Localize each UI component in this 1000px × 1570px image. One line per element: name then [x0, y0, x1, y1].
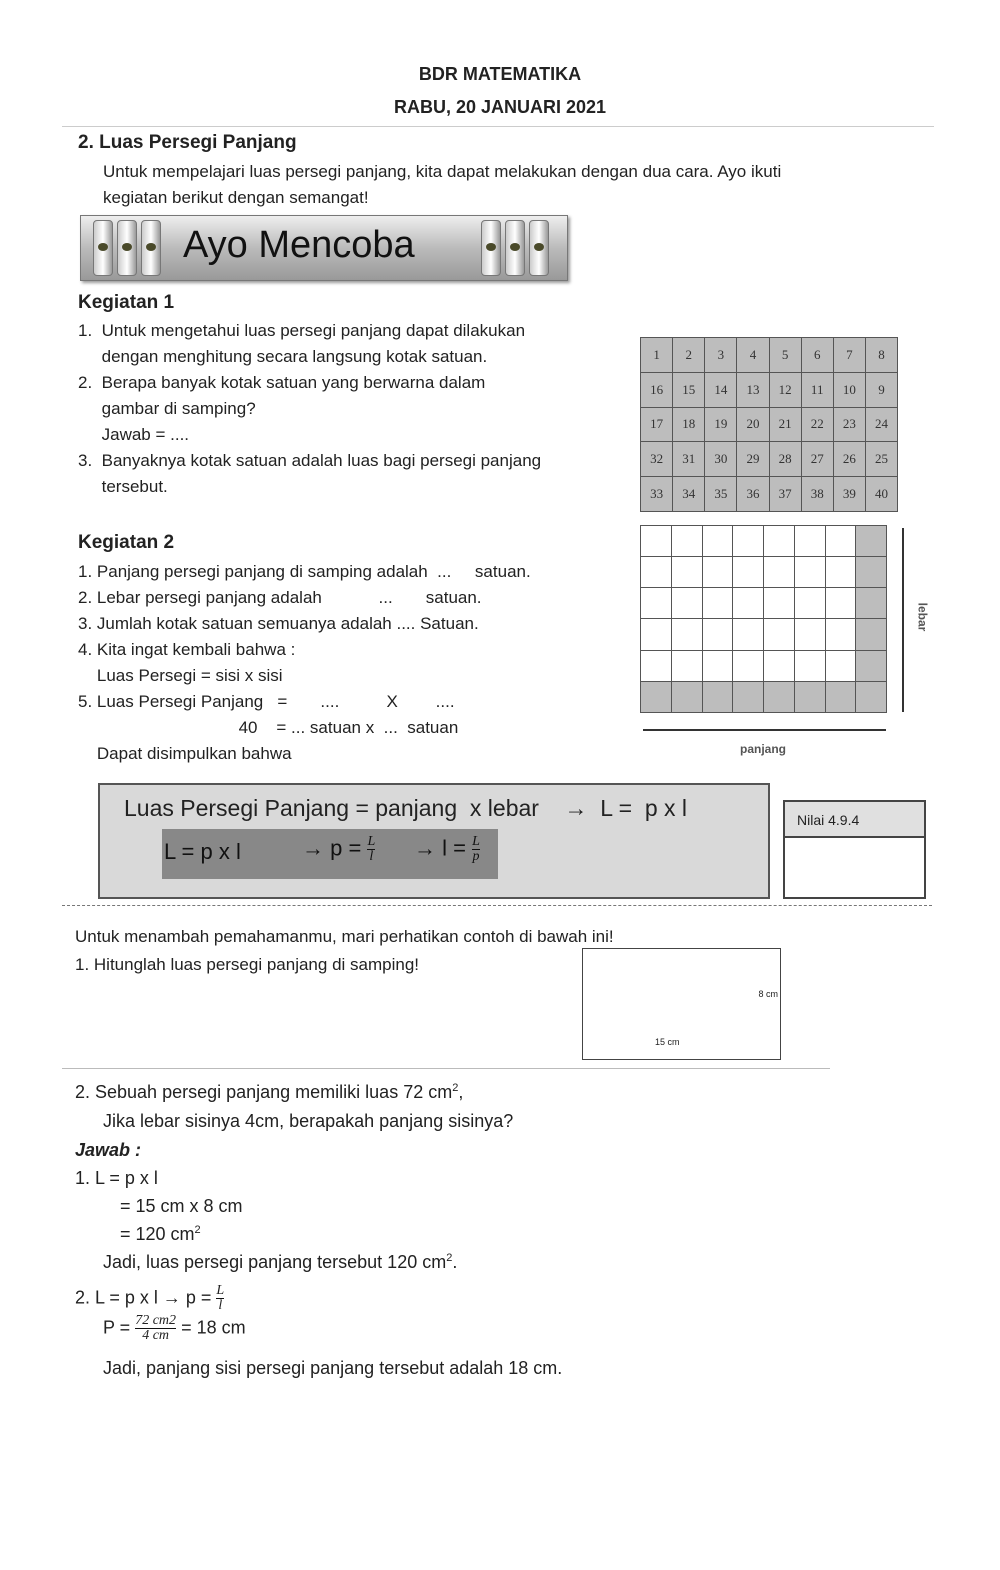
kegiatan-1-title: Kegiatan 1: [78, 292, 175, 313]
grid-cell: 30: [705, 442, 737, 477]
doc-title: BDR MATEMATIKA: [418, 64, 582, 84]
unit-square: [641, 619, 672, 650]
unit-square: [641, 650, 672, 681]
unit-square: [856, 588, 887, 619]
grid-cell: 22: [801, 407, 833, 442]
unit-square: [825, 619, 856, 650]
unit-square: [794, 588, 825, 619]
numbered-grid: [640, 337, 898, 512]
grid-cell: 33: [641, 477, 673, 512]
divider: [62, 1068, 830, 1069]
unit-square: [641, 681, 672, 712]
list-line: 2. Lebar persegi panjang adalah ... satuan.: [78, 588, 482, 607]
nilai-label: Nilai 4.9.4: [785, 802, 924, 838]
intro-text: [103, 159, 925, 211]
grid-cell: 4: [737, 338, 769, 373]
unit-square: [733, 650, 764, 681]
example-rectangle: [582, 948, 781, 1060]
formula-c: → l =: [414, 835, 466, 861]
panjang-label: panjang: [740, 742, 787, 756]
formula-box: [98, 783, 770, 899]
grid-cell: 34: [673, 477, 705, 512]
grid-cell: 24: [865, 407, 897, 442]
unit-square: [733, 526, 764, 557]
grid-cell: 21: [769, 407, 801, 442]
unit-square: [764, 650, 795, 681]
unit-square: [702, 619, 733, 650]
unit-square: [671, 619, 702, 650]
example-intro: Untuk menambah pemahamanmu, mari perhatikan contoh di bawah ini!: [75, 927, 614, 946]
answer-line: = 18 cm: [181, 1317, 246, 1338]
grid-cell: 14: [705, 372, 737, 407]
grid-cell: 1: [641, 338, 673, 373]
unit-square: [702, 557, 733, 588]
list-line: gambar di samping?: [78, 399, 256, 418]
grid-cell: 6: [801, 338, 833, 373]
unit-square: [794, 650, 825, 681]
formula-derived: [162, 829, 498, 879]
ayo-mencoba-banner: [80, 215, 568, 281]
answer-line: 2. L = p x l → p =: [75, 1287, 212, 1308]
grid-cell: 31: [673, 442, 705, 477]
grid-cell: 28: [769, 442, 801, 477]
unit-square: [825, 681, 856, 712]
unit-square: [856, 526, 887, 557]
list-line: 1. Panjang persegi panjang di samping adalah ... satuan.: [78, 562, 531, 581]
list-line: tersebut.: [78, 477, 168, 496]
grid-cell: 16: [641, 372, 673, 407]
unit-square: [856, 557, 887, 588]
list-line: 40 = ... satuan x ... satuan: [78, 718, 459, 737]
answer-line: = 120 cm: [120, 1224, 195, 1244]
shaded-grid: [640, 525, 887, 713]
grid-cell: 17: [641, 407, 673, 442]
grid-cell: 39: [833, 477, 865, 512]
grid-cell: 12: [769, 372, 801, 407]
list-line: 2. Berapa banyak kotak satuan yang berwarna dalam: [78, 373, 486, 392]
unit-square: [671, 526, 702, 557]
grid-cell: 7: [833, 338, 865, 373]
grid-cell: 5: [769, 338, 801, 373]
list-line: Dapat disimpulkan bahwa: [78, 744, 292, 763]
unit-square: [825, 557, 856, 588]
frac-den: 4 cm: [142, 1328, 170, 1343]
unit-square: [794, 557, 825, 588]
list-line: Luas Persegi = sisi x sisi: [78, 666, 283, 685]
unit-square: [794, 526, 825, 557]
frac-num: L: [472, 834, 480, 849]
grid-cell: 29: [737, 442, 769, 477]
list-line: 1. Untuk mengetahui luas persegi panjang dapat dilakukan: [78, 321, 526, 340]
unit-square: [702, 526, 733, 557]
grid-cell: 27: [801, 442, 833, 477]
unit-square: [733, 681, 764, 712]
doc-date: RABU, 20 JANUARI 2021: [393, 97, 607, 117]
question-2: 2. Sebuah persegi panjang memiliki luas 72 cm: [75, 1082, 453, 1102]
grid-cell: 38: [801, 477, 833, 512]
formula-main: Luas Persegi Panjang = panjang x lebar → L = p x l: [124, 795, 687, 821]
unit-square: [856, 681, 887, 712]
grid-cell: 37: [769, 477, 801, 512]
grid-cell: 40: [865, 477, 897, 512]
grid-cell: 13: [737, 372, 769, 407]
answer-conclusion: Jadi, panjang sisi persegi panjang tersebut adalah 18 cm.: [103, 1358, 563, 1378]
list-line: 3. Jumlah kotak satuan semuanya adalah .... Satuan.: [78, 614, 479, 633]
unit-square: [764, 619, 795, 650]
list-line: 5. Luas Persegi Panjang = .... X ....: [78, 692, 455, 711]
grid-cell: 19: [705, 407, 737, 442]
grid-cell: 9: [865, 372, 897, 407]
grid-cell: 20: [737, 407, 769, 442]
unit-square: [794, 619, 825, 650]
answer-line: 1. L = p x l: [75, 1168, 158, 1188]
unit-square: [671, 557, 702, 588]
unit-square: [733, 557, 764, 588]
frac-den: p: [472, 849, 480, 864]
lebar-arrow: [902, 528, 904, 712]
grid-cell: 35: [705, 477, 737, 512]
unit-square: [733, 619, 764, 650]
frac-num: 72 cm2: [135, 1313, 177, 1328]
answer-title: Jawab :: [75, 1140, 142, 1160]
frac-den: l: [369, 849, 374, 864]
kegiatan-2-title: Kegiatan 2: [78, 532, 175, 553]
answer-line: = 15 cm x 8 cm: [120, 1196, 243, 1216]
unit-square: [671, 588, 702, 619]
dashed-divider: [62, 905, 932, 906]
superscript: 2: [194, 1224, 201, 1236]
intro-line: kegiatan berikut dengan semangat!: [103, 188, 369, 207]
unit-square: [641, 526, 672, 557]
unit-square: [671, 681, 702, 712]
formula-b: → p =: [302, 835, 362, 861]
kegiatan-2-list: [78, 559, 531, 767]
unit-square: [825, 650, 856, 681]
list-line: dengan menghitung secara langsung kotak satuan.: [78, 347, 488, 366]
superscript: 2: [452, 1082, 459, 1094]
unit-square: [641, 557, 672, 588]
unit-square: [825, 588, 856, 619]
grid-cell: 26: [833, 442, 865, 477]
grid-cell: 32: [641, 442, 673, 477]
unit-square: [856, 619, 887, 650]
answer-line: P =: [103, 1317, 131, 1338]
lebar-label: lebar: [915, 602, 930, 632]
worksheet-page: BDR MATEMATIKA RABU, 20 JANUARI 2021 2. Luas Persegi Panjang Untuk mempelajari luas persegi panjang, kita dapat melakukan dengan dua cara. Ayo ikuti kegiatan berikut dengan semangat! Ayo Mencoba Kegiatan 1 1. Untuk mengetahui luas persegi panjang dapat dilakukan dengan menghitung secara langsung kotak satuan. 2. Berapa banyak kotak satuan yang berwarna dalam gambar di samping? Jawab = .... 3. Banyaknya kotak satuan adalah luas bagi persegi panjang tersebut. 1 2 3 4 5 6 7 8 16 15 14 13 12 11 10 9 17 18 19 20 21 22 23 24 32 31 30 29 28 27 26 25 33 34 35 36 37 38 39 40 Kegiatan 2 1. Panjang persegi panjang di samping adalah ... satuan. 2. Lebar persegi panjang adalah ... satuan. 3. Jumlah kotak satuan semuanya adalah .... Satuan. 4. Kita ingat kembali bahwa : Luas Persegi = sisi x sisi 5. Luas Persegi Panjang = .... X .... 40 = ... satuan x ... satuan Dapat disimpulkan bahwa lebar panjang Luas Persegi Panjang = panjang x lebar → L = p x l L = p x l → p = $\frac{L}{l}$ → l = $\frac{L}{p}$ Nilai 4.9.4 Untuk menambah pemahamanmu, mari perhatikan contoh di bawah ini! 1. Hitunglah luas persegi panjang di samping! 8 cm 15 cm 2. Sebuah persegi panjang memiliki luas 72 $cm^2$, Jika lebar sisinya 4cm, berapakah panjang sisinya? Jawab : 1. L = p x l = 15 cm x 8 cm = 120 $cm^2$ Jadi, luas persegi panjang tersebut 120 $cm^2$. 2. L = p x l → p = $\frac{L}{l}$ P = $\frac{72 cm2}{4 cm}$ = 18 cm Jadi, panjang sisi persegi panjang tersebut adalah 18 cm.: [0, 0, 1000, 1570]
grid-cell: 8: [865, 338, 897, 373]
unit-square: [702, 588, 733, 619]
panjang-arrow: [643, 729, 886, 731]
intro-line: Untuk mempelajari luas persegi panjang, kita dapat melakukan dengan dua cara. Ayo ikuti: [103, 162, 782, 181]
banner-title: Ayo Mencoba: [183, 224, 415, 266]
width-label: 8 cm: [758, 989, 778, 999]
list-line: 4. Kita ingat kembali bahwa :: [78, 640, 296, 659]
section-title: 2. Luas Persegi Panjang: [78, 132, 297, 153]
unit-square: [671, 650, 702, 681]
nilai-box: [783, 800, 926, 899]
unit-square: [794, 681, 825, 712]
unit-square: [764, 681, 795, 712]
length-label: 15 cm: [655, 1037, 680, 1047]
list-line: 3. Banyaknya kotak satuan adalah luas bagi persegi panjang: [78, 451, 542, 470]
unit-square: [702, 650, 733, 681]
grid-cell: 25: [865, 442, 897, 477]
grid-cell: 23: [833, 407, 865, 442]
grid-cell: 2: [673, 338, 705, 373]
unit-square: [825, 526, 856, 557]
grid-cell: 3: [705, 338, 737, 373]
unit-square: [764, 526, 795, 557]
formula-a: L = p x l: [164, 839, 241, 864]
list-line: Jawab = ....: [78, 425, 190, 444]
grid-cell: 10: [833, 372, 865, 407]
unit-square: [856, 650, 887, 681]
grid-cell: 11: [801, 372, 833, 407]
divider: [62, 126, 934, 127]
frac-num: L: [367, 834, 376, 849]
frac-den: l: [218, 1298, 223, 1313]
question-1: 1. Hitunglah luas persegi panjang di samping!: [75, 955, 420, 974]
grid-cell: 15: [673, 372, 705, 407]
frac-num: L: [216, 1283, 225, 1298]
grid-cell: 36: [737, 477, 769, 512]
superscript: 2: [446, 1252, 453, 1264]
kegiatan-1-list: [78, 318, 541, 500]
unit-square: [702, 681, 733, 712]
question-2-line2: Jika lebar sisinya 4cm, berapakah panjang sisinya?: [103, 1111, 514, 1131]
unit-square: [733, 588, 764, 619]
unit-square: [641, 588, 672, 619]
answer-line: Jadi, luas persegi panjang tersebut 120 cm: [103, 1252, 447, 1272]
unit-square: [764, 557, 795, 588]
unit-square: [764, 588, 795, 619]
grid-cell: 18: [673, 407, 705, 442]
